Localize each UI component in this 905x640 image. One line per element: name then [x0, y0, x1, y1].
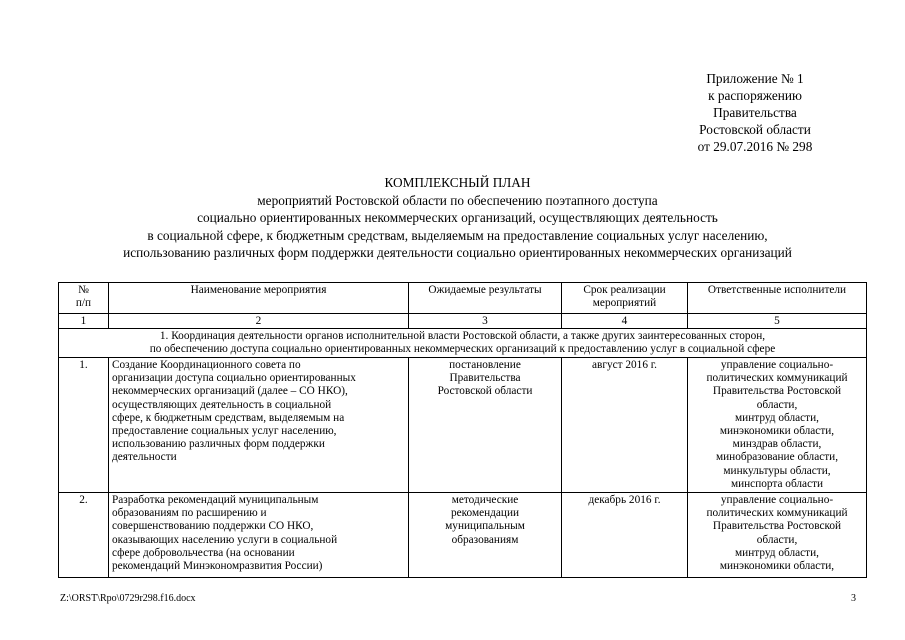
title-line: использованию различных форм поддержки деятельности социально ориентированных некоммерческих организаций: [123, 245, 792, 260]
title-line: социально ориентированных некоммерческих организаций, осуществляющих деятельность: [197, 210, 718, 225]
table-row: [59, 493, 867, 578]
title-line: мероприятий Ростовской области по обеспечению поэтапного доступа: [257, 192, 658, 208]
appendix-line: от 29.07.2016 № 298: [697, 139, 813, 154]
row-number: 2.: [59, 493, 109, 578]
row-responsible: управление социально- политических коммуникаций Правительства Ростовской области, минтруд области, минэкономики области, минздрав области, минобразование области, минкультуры области, минспорта области: [688, 358, 867, 493]
row-result: постановление Правительства Ростовской области: [409, 358, 562, 493]
header-term: Срок реализации мероприятий: [562, 283, 688, 314]
column-number-row: [59, 314, 867, 329]
plan-table: [58, 282, 867, 578]
appendix-line: Правительства: [713, 105, 797, 120]
table-header-row: [59, 283, 867, 314]
header-name: Наименование мероприятия: [109, 283, 409, 314]
row-term: август 2016 г.: [562, 358, 688, 493]
document-title: [60, 174, 855, 262]
header-result: Ожидаемые результаты: [409, 283, 562, 314]
footer-file-path: Z:\ORST\Rpo\0729r298.f16.docx: [60, 593, 196, 604]
table-row: [59, 358, 867, 493]
header-responsible: Ответственные исполнители: [688, 283, 867, 314]
row-number: 1.: [59, 358, 109, 493]
row-responsible: управление социально- политических коммуникаций Правительства Ростовской области, минтруд области, минэкономики области,: [688, 493, 867, 578]
column-number: 2: [109, 314, 409, 329]
column-number: 4: [562, 314, 688, 329]
footer-page-number: 3: [851, 593, 856, 604]
row-activity: Создание Координационного совета по организации доступа социально ориентированных некоммерческих организаций (далее – СО НКО), осуществляющих деятельность в социальной сфере, к бюджетным средствам, выделяемым на предоставление социальных услуг населению, использованию различных форм поддержки деятельности: [109, 358, 409, 493]
header-num: № п/п: [59, 283, 109, 314]
row-result: методические рекомендации муниципальным образованиям: [409, 493, 562, 578]
row-term: декабрь 2016 г.: [562, 493, 688, 578]
appendix-block: [660, 70, 850, 155]
section-heading-row: [59, 329, 867, 358]
column-number: 3: [409, 314, 562, 329]
appendix-line: к распоряжению: [708, 88, 802, 103]
column-number: 5: [688, 314, 867, 329]
row-activity: Разработка рекомендаций муниципальным образованиям по расширению и совершенствованию поддержки СО НКО, оказывающих населению услуги в социальной сфере добровольчества (на основании рекомендаций Минэкономразвития России): [109, 493, 409, 578]
appendix-line: Приложение № 1: [706, 71, 804, 86]
appendix-line: Ростовской области: [699, 122, 811, 137]
column-number: 1: [59, 314, 109, 329]
title-heading: КОМПЛЕКСНЫЙ ПЛАН: [384, 175, 531, 190]
section-heading: 1. Координация деятельности органов исполнительной власти Ростовской области, а также других заинтересованных сторон, по обеспечению доступа социально ориентированных некоммерческих организаций к предоставлению услуг в социальной сфере: [59, 329, 867, 358]
title-line: в социальной сфере, к бюджетным средствам, выделяемым на предоставление социальных услуг населению,: [147, 227, 768, 243]
